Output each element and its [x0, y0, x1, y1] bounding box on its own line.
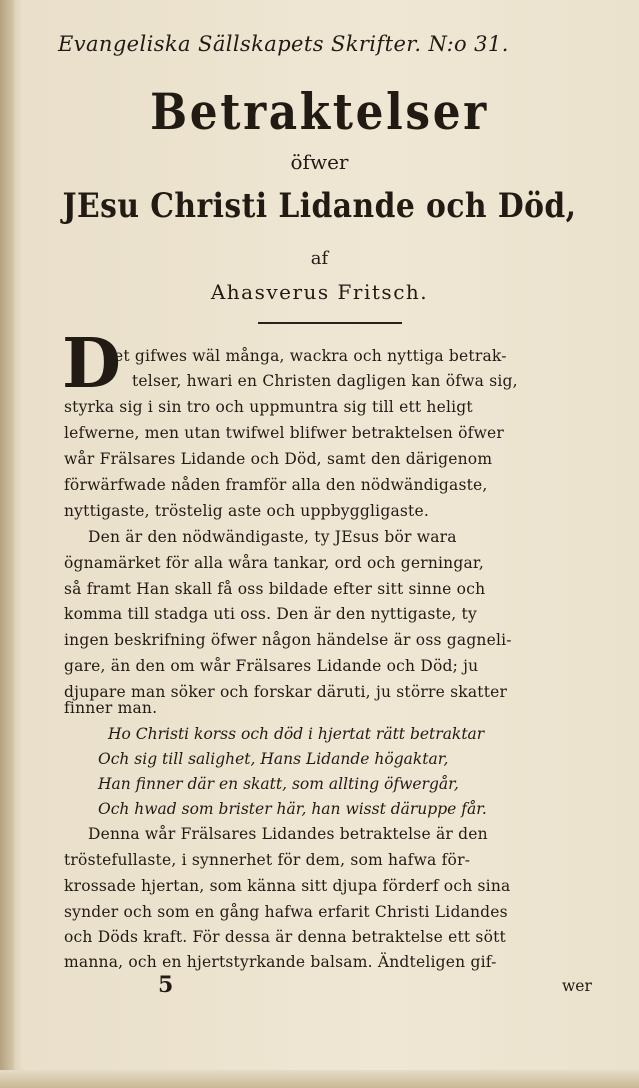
verse-line: Han finner där en skatt, som allting öfwergår, — [98, 775, 459, 793]
page-subtitle: JEsu Christi Lidande och Död, — [62, 186, 577, 226]
body-line: och Döds kraft. För dessa är denna betraktelse ett sött — [64, 928, 506, 946]
page-bottom-edge — [0, 1070, 639, 1088]
body-line: krossade hjertan, som känna sitt djupa förderf och sina — [64, 877, 511, 895]
body-line: ingen beskrifning öfwer någon händelse är oss gagneli- — [64, 631, 512, 649]
body-line: finner man. — [64, 699, 158, 717]
body-line: Den är den nödwändigaste, ty JEsus bör wara — [88, 528, 457, 546]
catchword: wer — [562, 977, 592, 995]
body-line: så framt Han skall få oss bildade efter sitt sinne och — [64, 580, 486, 598]
verse-line: Och sig till salighet, Hans Lidande högaktar, — [98, 750, 449, 768]
body-line: Denna wår Frälsares Lidandes betraktelse är den — [88, 825, 488, 843]
title-connector: öfwer — [290, 150, 349, 174]
body-line: gare, än den om wår Frälsares Lidande och Död; ju — [64, 657, 479, 675]
body-line: lefwerne, men utan twifwel blifwer betraktelsen öfwer — [64, 424, 505, 442]
body-line: et gifwes wäl många, wackra och nyttiga betrak- — [114, 347, 507, 365]
title-divider — [258, 322, 402, 324]
body-line: wår Frälsares Lidande och Död, samt den därigenom — [64, 450, 493, 468]
verse-line: Ho Christi korss och död i hjertat rätt betraktar — [108, 725, 485, 743]
body-line: ögnamärket för alla wåra tankar, ord och gerningar, — [64, 554, 484, 572]
body-line: telser, hwari en Christen dagligen kan öfwa sig, — [132, 372, 518, 390]
author-prefix: af — [310, 248, 329, 269]
body-line: komma till stadga uti oss. Den är den nyttigaste, ty — [64, 605, 477, 623]
body-line: synder och som en gång hafwa erfarit Christi Lidandes — [64, 903, 508, 921]
signature-mark: 5 — [158, 972, 174, 998]
body-line: djupare man söker och forskar däruti, ju större skatter — [64, 683, 508, 701]
body-line: manna, och en hjertstyrkande balsam. Ändteligen gif- — [64, 953, 497, 971]
body-line: tröstefullaste, i synnerhet för dem, som hafwa för- — [64, 851, 471, 869]
verse-line: Och hwad som brister här, han wisst däruppe får. — [98, 800, 487, 818]
body-line: förwärfwade nåden framför alla den nödwändigaste, — [64, 476, 488, 494]
page-title: Betraktelser — [150, 82, 489, 141]
author-name: Ahasverus Fritsch. — [210, 280, 429, 304]
body-line: styrka sig i sin tro och uppmuntra sig till ett heligt — [64, 398, 473, 416]
drop-cap: D — [62, 324, 121, 404]
series-header: Evangeliska Sällskapets Skrifter. N:o 31. — [58, 32, 509, 56]
body-line: nyttigaste, tröstelig aste och uppbyggligaste. — [64, 502, 429, 520]
